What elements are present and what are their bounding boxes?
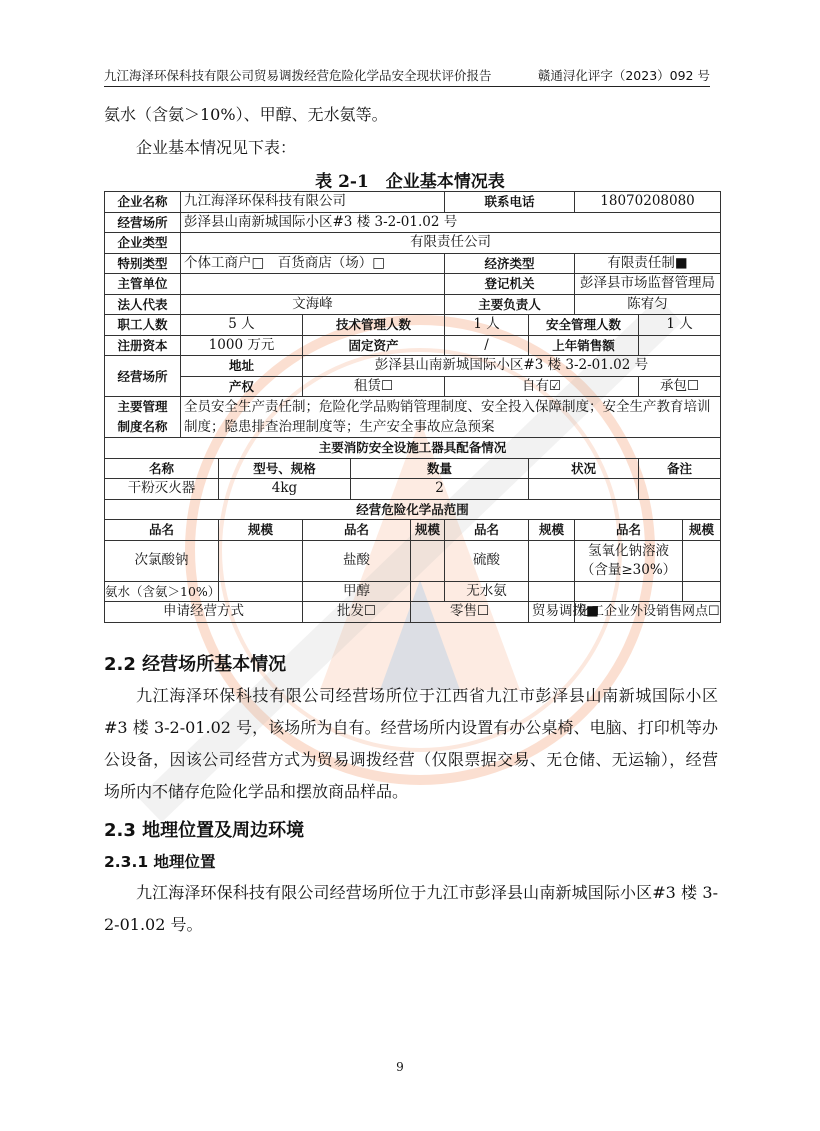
fire-header-name: 名称 [105,458,219,479]
chem-header-spec-4: 规模 [683,520,721,541]
table-row [105,335,721,356]
value-econ: 有限责任制■ [575,253,721,274]
label-mode: 申请经营方式 [105,602,303,623]
chem-item: 甲醇 [303,581,411,602]
table-row [105,233,721,254]
value-prop-own: 自有☑ [445,376,639,397]
value-type: 有限责任公司 [181,233,721,254]
label-prop: 产权 [181,376,303,397]
label-sales: 上年销售额 [529,335,639,356]
value-tech: 1 人 [445,315,529,336]
chem-item: 氢氧化钠溶液（含量≥30%） [575,540,683,581]
table-row [105,315,721,336]
value-place: 彭泽县山南新城国际小区#3 楼 3-2-01.02 号 [181,212,721,233]
section-2-3-title: 2.3 地理位置及周边环境 [104,820,305,841]
label-company: 企业名称 [105,192,181,213]
chem-spec [219,581,303,602]
chem-item: 氨水（含氨＞10%） [105,581,219,602]
label-phone: 联系电话 [445,192,575,213]
mode-trade: 贸易调拨■ [529,602,575,623]
label-legal: 法人代表 [105,294,181,315]
fire-spec: 4kg [219,479,351,500]
table-caption: 表 2-1 企业基本情况表 [315,172,505,192]
section-2-3-1-body: 九江海泽环保科技有限公司经营场所位于九江市彭泽县山南新城国际小区#3 楼 3-2-01.02 号。 [104,883,718,934]
fire-header-status: 状况 [529,458,639,479]
value-reg: 彭泽县市场监督管理局 [575,274,721,295]
fire-section-title: 主要消防安全设施工器具配备情况 [105,438,721,459]
table-row [105,540,721,581]
label-place: 经营场所 [105,212,181,233]
chem-item: 无水氨 [445,581,529,602]
label-capital: 注册资本 [105,335,181,356]
label-rules [105,397,181,438]
label-site: 经营场所 [105,356,181,397]
label-reg: 登记机关 [445,274,575,295]
fire-header-qty: 数量 [351,458,529,479]
value-sales [639,335,721,356]
chem-header-spec-2: 规模 [411,520,445,541]
value-phone: 18070208080 [575,192,721,213]
table-row [105,438,721,459]
section-2-3-1-title: 2.3.1 地理位置 [104,853,216,871]
value-prop-contract: 承包☐ [639,376,721,397]
fire-header-note: 备注 [639,458,721,479]
label-type: 企业类型 [105,233,181,254]
label-staff: 职工人数 [105,315,181,336]
fire-note [639,479,721,500]
value-capital: 1000 万元 [181,335,303,356]
chem-header-spec-3: 规模 [529,520,575,541]
table-row [105,397,721,438]
intro-line-2: 企业基本情况见下表： [136,138,297,157]
label-fixed: 固定资产 [303,335,445,356]
value-supervisor [181,274,445,295]
chem-item [575,581,683,602]
value-safety: 1 人 [639,315,721,336]
table-row [105,479,721,500]
fire-name: 干粉灭火器 [105,479,219,500]
table-row [105,192,721,213]
table-row [105,602,721,623]
chem-spec [683,581,721,602]
label-rules-line1: 主要管理 [117,399,168,414]
mode-retail: 零售☐ [411,602,529,623]
value-addr: 彭泽县山南新城国际小区#3 楼 3-2-01.02 号 [303,356,721,377]
label-head: 主要负责人 [445,294,575,315]
label-tech: 技术管理人数 [303,315,445,336]
chem-spec [219,540,303,581]
chem-item: 次氯酸钠 [105,540,219,581]
table-row [105,520,721,541]
mode-wholesale: 批发☐ [303,602,411,623]
section-2-2-title: 2.2 经营场所基本情况 [104,654,287,675]
chem-item: 盐酸 [303,540,411,581]
table-row [105,581,721,602]
value-fixed: / [445,335,529,356]
label-addr: 地址 [181,356,303,377]
running-header-report-number: 赣通浔化评字（2023）092 号 [537,68,710,83]
chem-spec [529,581,575,602]
label-supervisor: 主管单位 [105,274,181,295]
chem-header-name-4: 品名 [575,520,683,541]
chem-spec [529,540,575,581]
value-company: 九江海泽环保科技有限公司 [181,192,445,213]
table-row [105,356,721,377]
table-row [105,499,721,520]
table-row [105,458,721,479]
label-econ: 经济类型 [445,253,575,274]
table-row [105,376,721,397]
page-number: 9 [396,1060,404,1074]
chem-section-title: 经营危险化学品范围 [105,499,721,520]
value-prop-rent: 租赁☐ [303,376,445,397]
fire-qty: 2 [351,479,529,500]
label-special: 特别类型 [105,253,181,274]
label-safety: 安全管理人数 [529,315,639,336]
chem-spec [411,581,445,602]
chem-header-name-1: 品名 [105,520,219,541]
enterprise-info-table [104,191,721,623]
value-staff: 5 人 [181,315,303,336]
chem-header-spec-1: 规模 [219,520,303,541]
table-row [105,274,721,295]
chem-header-name-3: 品名 [445,520,529,541]
chem-spec [411,540,445,581]
chem-spec [683,540,721,581]
chem-header-name-2: 品名 [303,520,411,541]
header-rule [104,86,710,87]
mode-chem-outlet: 化工企业外设销售网点☐ [575,602,721,623]
fire-header-spec: 型号、规格 [219,458,351,479]
value-rules: 全员安全生产责任制；危险化学品购销管理制度、安全投入保障制度；安全生产教育培训制度；隐患排查治理制度等；生产安全事故应急预案 [181,397,721,438]
chem-item: 硫酸 [445,540,529,581]
label-rules-line2: 制度名称 [117,419,168,434]
value-special: 个体工商户□ 百货商店（场）□ [181,253,445,274]
section-2-2-body: 九江海泽环保科技有限公司经营场所位于江西省九江市彭泽县山南新城国际小区#3 楼 3-2-01.02 号，该场所为自有。经营场所内设置有办公桌椅、电脑、打印机等办公设备，因该公司经营方式为贸易调拨经营（仅限票据交易、无仓储、无运输），经营场所内不储存危险化学品和摆放商品样品。 [104,686,718,801]
table-row [105,253,721,274]
value-legal: 文海峰 [181,294,445,315]
table-row [105,294,721,315]
fire-status [529,479,639,500]
table-row [105,212,721,233]
running-header-title: 九江海泽环保科技有限公司贸易调拨经营危险化学品安全现状评价报告 [104,68,492,83]
value-head: 陈宥匀 [575,294,721,315]
intro-line: 氨水（含氨＞10%）、甲醇、无水氨等。 [104,105,388,124]
